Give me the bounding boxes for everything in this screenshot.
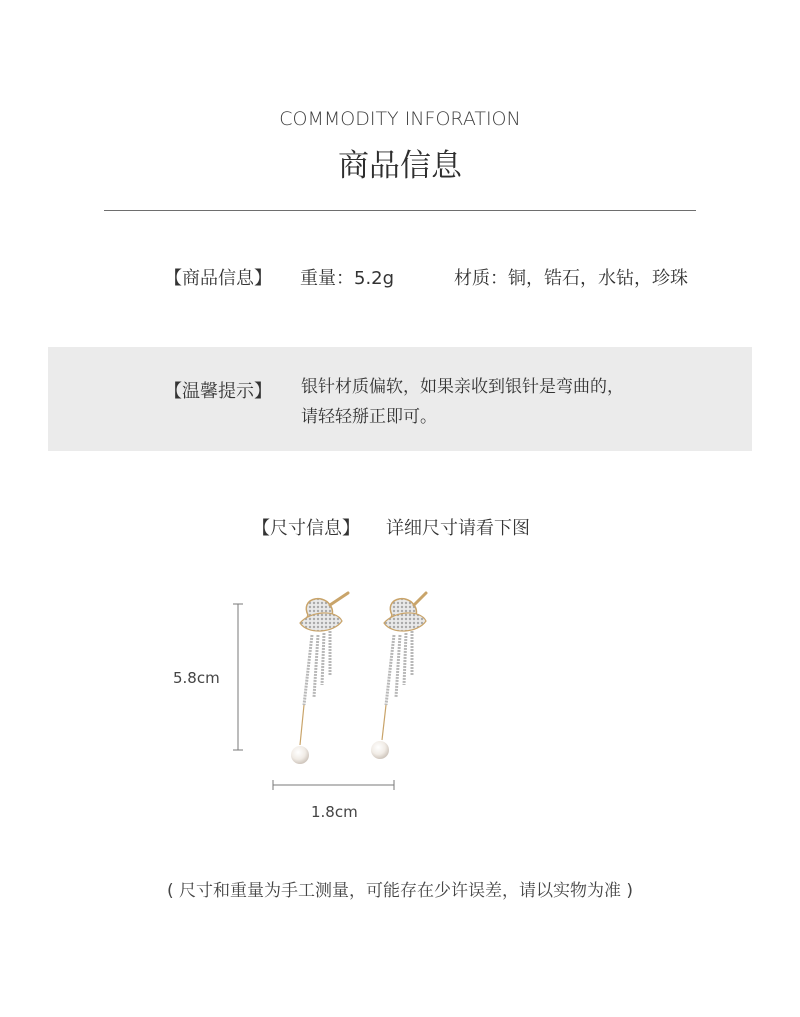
size-hint: 详细尺寸请看下图 xyxy=(386,518,530,539)
earrings-image xyxy=(260,585,440,775)
section-eyebrow: COMMODITY INFORATION xyxy=(279,108,521,130)
notice-label: 【温馨提示】 xyxy=(164,381,272,402)
measurement-footnote: ( 尺寸和重量为手工测量，可能存在少许误差，请以实物为准 ) xyxy=(166,881,634,901)
height-label: 5.8cm xyxy=(173,669,220,687)
info-label: 【商品信息】 xyxy=(164,268,272,289)
notice-line-2: 请轻轻掰正即可。 xyxy=(301,407,437,427)
size-label: 【尺寸信息】 xyxy=(252,518,360,539)
weight-value: 重量：5.2g xyxy=(300,268,395,289)
right-earring xyxy=(371,593,426,759)
height-dimension-line xyxy=(230,602,246,754)
width-label: 1.8cm xyxy=(311,803,358,821)
header-divider xyxy=(104,210,696,211)
left-earring xyxy=(291,593,348,764)
page-title: 商品信息 xyxy=(338,148,462,184)
notice-line-1: 银针材质偏软，如果亲收到银针是弯曲的， xyxy=(301,377,624,397)
width-dimension-line xyxy=(270,777,398,793)
material-value: 材质：铜，锆石，水钻，珍珠 xyxy=(454,268,688,289)
